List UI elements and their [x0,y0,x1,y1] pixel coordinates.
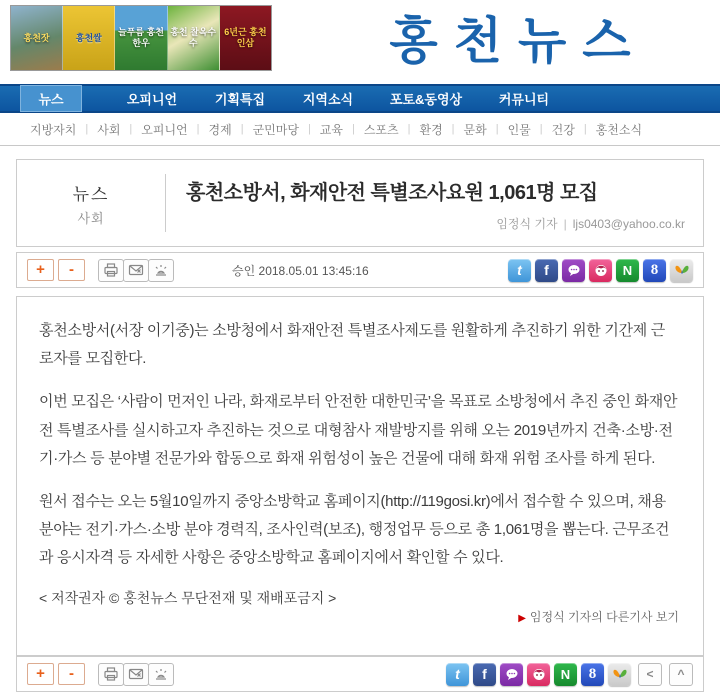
report-button[interactable] [148,663,174,686]
siren-icon [153,263,169,277]
tab-special[interactable]: 기획특집 [214,92,266,107]
banner-hongcheon-ginseng[interactable]: 6년근 홍천인삼 [220,6,271,70]
yozm-share-icon[interactable] [527,663,550,686]
reporter-link-label: 임정식 기자의 다른기사 보기 [529,610,679,624]
naver-share-icon[interactable]: N [554,663,577,686]
speech-bubble-icon [567,264,581,277]
email-button[interactable] [123,663,149,686]
printer-icon [103,263,119,277]
naver-share-icon[interactable]: N [616,259,639,282]
butterfly-icon [612,667,628,681]
article-header-box [16,159,704,247]
facebook-share-icon[interactable]: f [535,259,558,282]
printer-icon [103,667,119,681]
tab-news[interactable]: 뉴스 [20,85,82,112]
reporter-email[interactable]: ljs0403@yahoo.co.kr [572,217,685,231]
ad-banner-strip[interactable] [10,5,272,71]
subnav-health[interactable]: 건강 [551,122,575,137]
reporter-other-articles-link[interactable] [518,608,679,625]
banner-hongcheon-corn[interactable]: 홍천 찰옥수수 [168,6,220,70]
subnav-society[interactable]: 사회 [97,122,121,137]
subnav-hongcheon-news[interactable]: 홍천소식 [595,122,643,137]
font-decrease-button[interactable]: - [58,663,85,685]
separator: | [351,123,355,135]
separator: | [307,123,311,135]
subnav-education[interactable]: 교육 [319,122,343,137]
speech-bubble-icon [505,668,519,681]
subnav-environment[interactable]: 환경 [419,122,443,137]
red-arrow-icon: ▶ [518,613,526,624]
subnav-local-gov[interactable]: 지방자치 [30,122,77,137]
separator: | [451,123,455,135]
separator: | [240,123,244,135]
twitter-share-icon[interactable]: t [508,259,531,282]
siren-icon [153,667,169,681]
sub-navbar [0,113,720,146]
category-subsection[interactable]: 사회 [77,210,105,226]
back-to-list-button[interactable]: < [638,663,662,686]
category-section[interactable]: 뉴스 [72,184,110,204]
subnav-citizen[interactable]: 군민마당 [252,122,299,137]
tab-photo-video[interactable]: 포토&동영상 [389,92,463,107]
report-button[interactable] [148,259,174,282]
banner-hongcheon-hanwoo[interactable]: 늘푸름 홍천한우 [115,6,167,70]
facebook-share-icon[interactable]: f [473,663,496,686]
article-toolbar-top [16,252,704,288]
reporter-name: 임정식 기자 [496,217,558,231]
email-button[interactable] [123,259,149,282]
separator: | [407,123,411,135]
separator: | [129,123,133,135]
tab-opinion[interactable]: 오피니언 [126,92,178,107]
yozm-share-icon[interactable] [589,259,612,282]
kakaostory-share-icon[interactable] [562,259,585,282]
kakaostory-share-icon[interactable] [500,663,523,686]
google-share-icon[interactable]: 8 [643,259,666,282]
subnav-people[interactable]: 인물 [507,122,531,137]
msn-butterfly-icon[interactable] [608,663,631,686]
paragraph-2: 이번 모집은 ‘사람이 먼저인 나라, 화재로부터 안전한 대한민국’을 목표로 소방청에서 추진 중인 화재안전 특별조사를 실시하고자 추진하는 것으로 대형참사 재발방지를 위해 오는 2019년까지 건축·소방·전기·가스 등 분야별 전문가와 합동으로 화재 위험성이 높은 건물에 대해 화재 위험 조사를 하게 된다. [39,393,678,467]
print-button[interactable] [98,259,124,282]
banner-hongcheon-jat[interactable]: 홍천잣 [11,6,63,70]
article-byline [186,215,685,236]
paragraph-3: 원서 접수는 오는 5월10일까지 중앙소방학교 홈페이지(http://119gosi.kr)에서 접수할 수 있으며, 채용 분야는 전기·가스·소방 분야 경력직, 조사인력(보조), 행정업무 등으로 총 1,061명을 뽑는다. 근무조건과 응시자격 등 자세한 사항은 중앙소방학교 홈페이지에서 확인할 수 있다. [39,492,670,567]
font-increase-button[interactable]: + [27,663,54,685]
paragraph-1: 홍천소방서(서장 이기중)는 소방청에서 화재안전 특별조사제도를 원활하게 추진하기 위한 기간제 근로자를 모집한다. [39,322,665,368]
article-category [17,160,165,246]
face-icon [532,667,546,681]
tab-community[interactable]: 커뮤니티 [498,92,550,107]
article-body [16,296,704,656]
site-header [0,0,720,84]
twitter-share-icon[interactable]: t [446,663,469,686]
font-increase-button[interactable]: + [27,259,54,281]
google-share-icon[interactable]: 8 [581,663,604,686]
copyright-notice: < 저작권자 © 홍천뉴스 무단전재 및 재배포금지 > [39,589,337,606]
subnav-economy[interactable]: 경제 [208,122,232,137]
face-icon [594,263,608,277]
site-logo[interactable]: 홍천뉴스 [389,13,647,69]
mail-icon [128,263,144,277]
banner-hongcheon-rice[interactable]: 홍천쌀 [63,6,115,70]
msn-butterfly-icon[interactable] [670,259,693,282]
main-navbar [0,84,720,113]
subnav-sports[interactable]: 스포츠 [363,122,399,137]
separator: | [563,217,567,231]
separator: | [495,123,499,135]
separator: | [539,123,543,135]
scroll-to-top-button[interactable]: ^ [669,663,693,686]
subnav-opinion[interactable]: 오피니언 [141,122,188,137]
article-toolbar-bottom [16,656,704,692]
print-button[interactable] [98,663,124,686]
article-title: 홍천소방서, 화재안전 특별조사요원 1,061명 모집 [186,182,598,204]
font-decrease-button[interactable]: - [58,259,85,281]
tab-local-news[interactable]: 지역소식 [302,92,354,107]
separator: | [583,123,587,135]
separator: | [85,123,89,135]
approved-timestamp: 승인 2018.05.01 13:45:16 [232,263,369,278]
separator: | [196,123,200,135]
mail-icon [128,667,144,681]
subnav-culture[interactable]: 문화 [463,122,487,137]
butterfly-icon [674,263,690,277]
